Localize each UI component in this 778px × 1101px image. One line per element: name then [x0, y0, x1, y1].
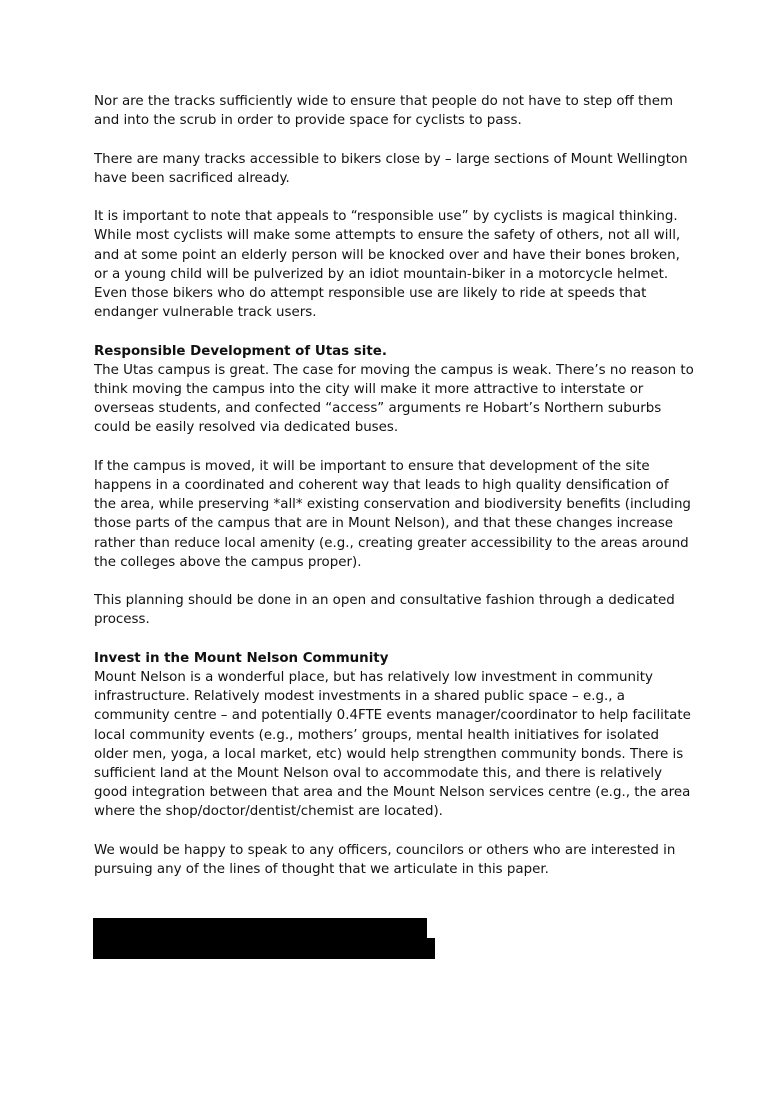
paragraph-responsible-use: It is important to note that appeals to “responsible use” by cyclists is magical thinking. While most cyclists will make some attempts to ensure the safety of others, not all will, and at some point an elderly person will be knocked over and have their bones broken, or a young child will be pulverized by an idiot mountain-biker in a motorcycle helmet. Even those bikers who do attempt responsible use are likely to ride at speeds that endanger vulnerable track users. — [94, 209, 681, 321]
heading-community-investment: Invest in the Mount Nelson Community — [94, 650, 389, 666]
paragraph-contact-offer: We would be happy to speak to any officers, councilors or others who are interested in pursuing any of the lines of thought that we articulate in this paper. — [94, 842, 676, 878]
paragraph-planning-process: This planning should be done in an open and consultative fashion through a dedicated process. — [94, 593, 675, 628]
redaction-block — [93, 918, 435, 959]
paragraph-campus-moved: If the campus is moved, it will be important to ensure that development of the site happens in a coordinated and coherent way that leads to high quality densification of the area, while preserving *all* existing conservation and biodiversity benefits (including those parts of the campus that are in Mount Nelson), and that these changes increase rather than reduce local amenity (e.g., creating greater accessibility to the areas around the colleges above the campus proper). — [94, 458, 691, 570]
paragraph-mount-nelson: Mount Nelson is a wonderful place, but has relatively low investment in community infrastructure. Relatively modest investments in a shared public space – e.g., a community centre – and potentially 0.4FTE events manager/coordinator to help facilitate local community events (e.g., mothers’ groups, mental health initiatives for isolated older men, yoga, a local market, etc) would help strengthen community bonds. There is sufficient land at the Mount Nelson oval to accommodate this, and there is relatively good integration between that area and the Mount Nelson services centre (e.g., the area where the shop/doctor/dentist/chemist are located). — [94, 670, 691, 820]
document-page — [94, 92, 694, 898]
paragraph-utas-campus: The Utas campus is great. The case for moving the campus is weak. There’s no reason to think moving the campus into the city will make it more attractive to interstate or overseas students, and confected “access” arguments re Hobart’s Northern suburbs could be easily resolved via dedicated buses. — [94, 362, 694, 436]
paragraph-track-width: Nor are the tracks sufficiently wide to ensure that people do not have to step off them and into the scrub in order to provide space for cyclists to pass. — [94, 94, 674, 129]
redaction-bar-lower — [93, 938, 435, 959]
heading-utas-development: Responsible Development of Utas site. — [94, 343, 387, 359]
paragraph-tracks-nearby: There are many tracks accessible to bikers close by – large sections of Mount Wellington have been sacrificed already. — [94, 151, 688, 186]
